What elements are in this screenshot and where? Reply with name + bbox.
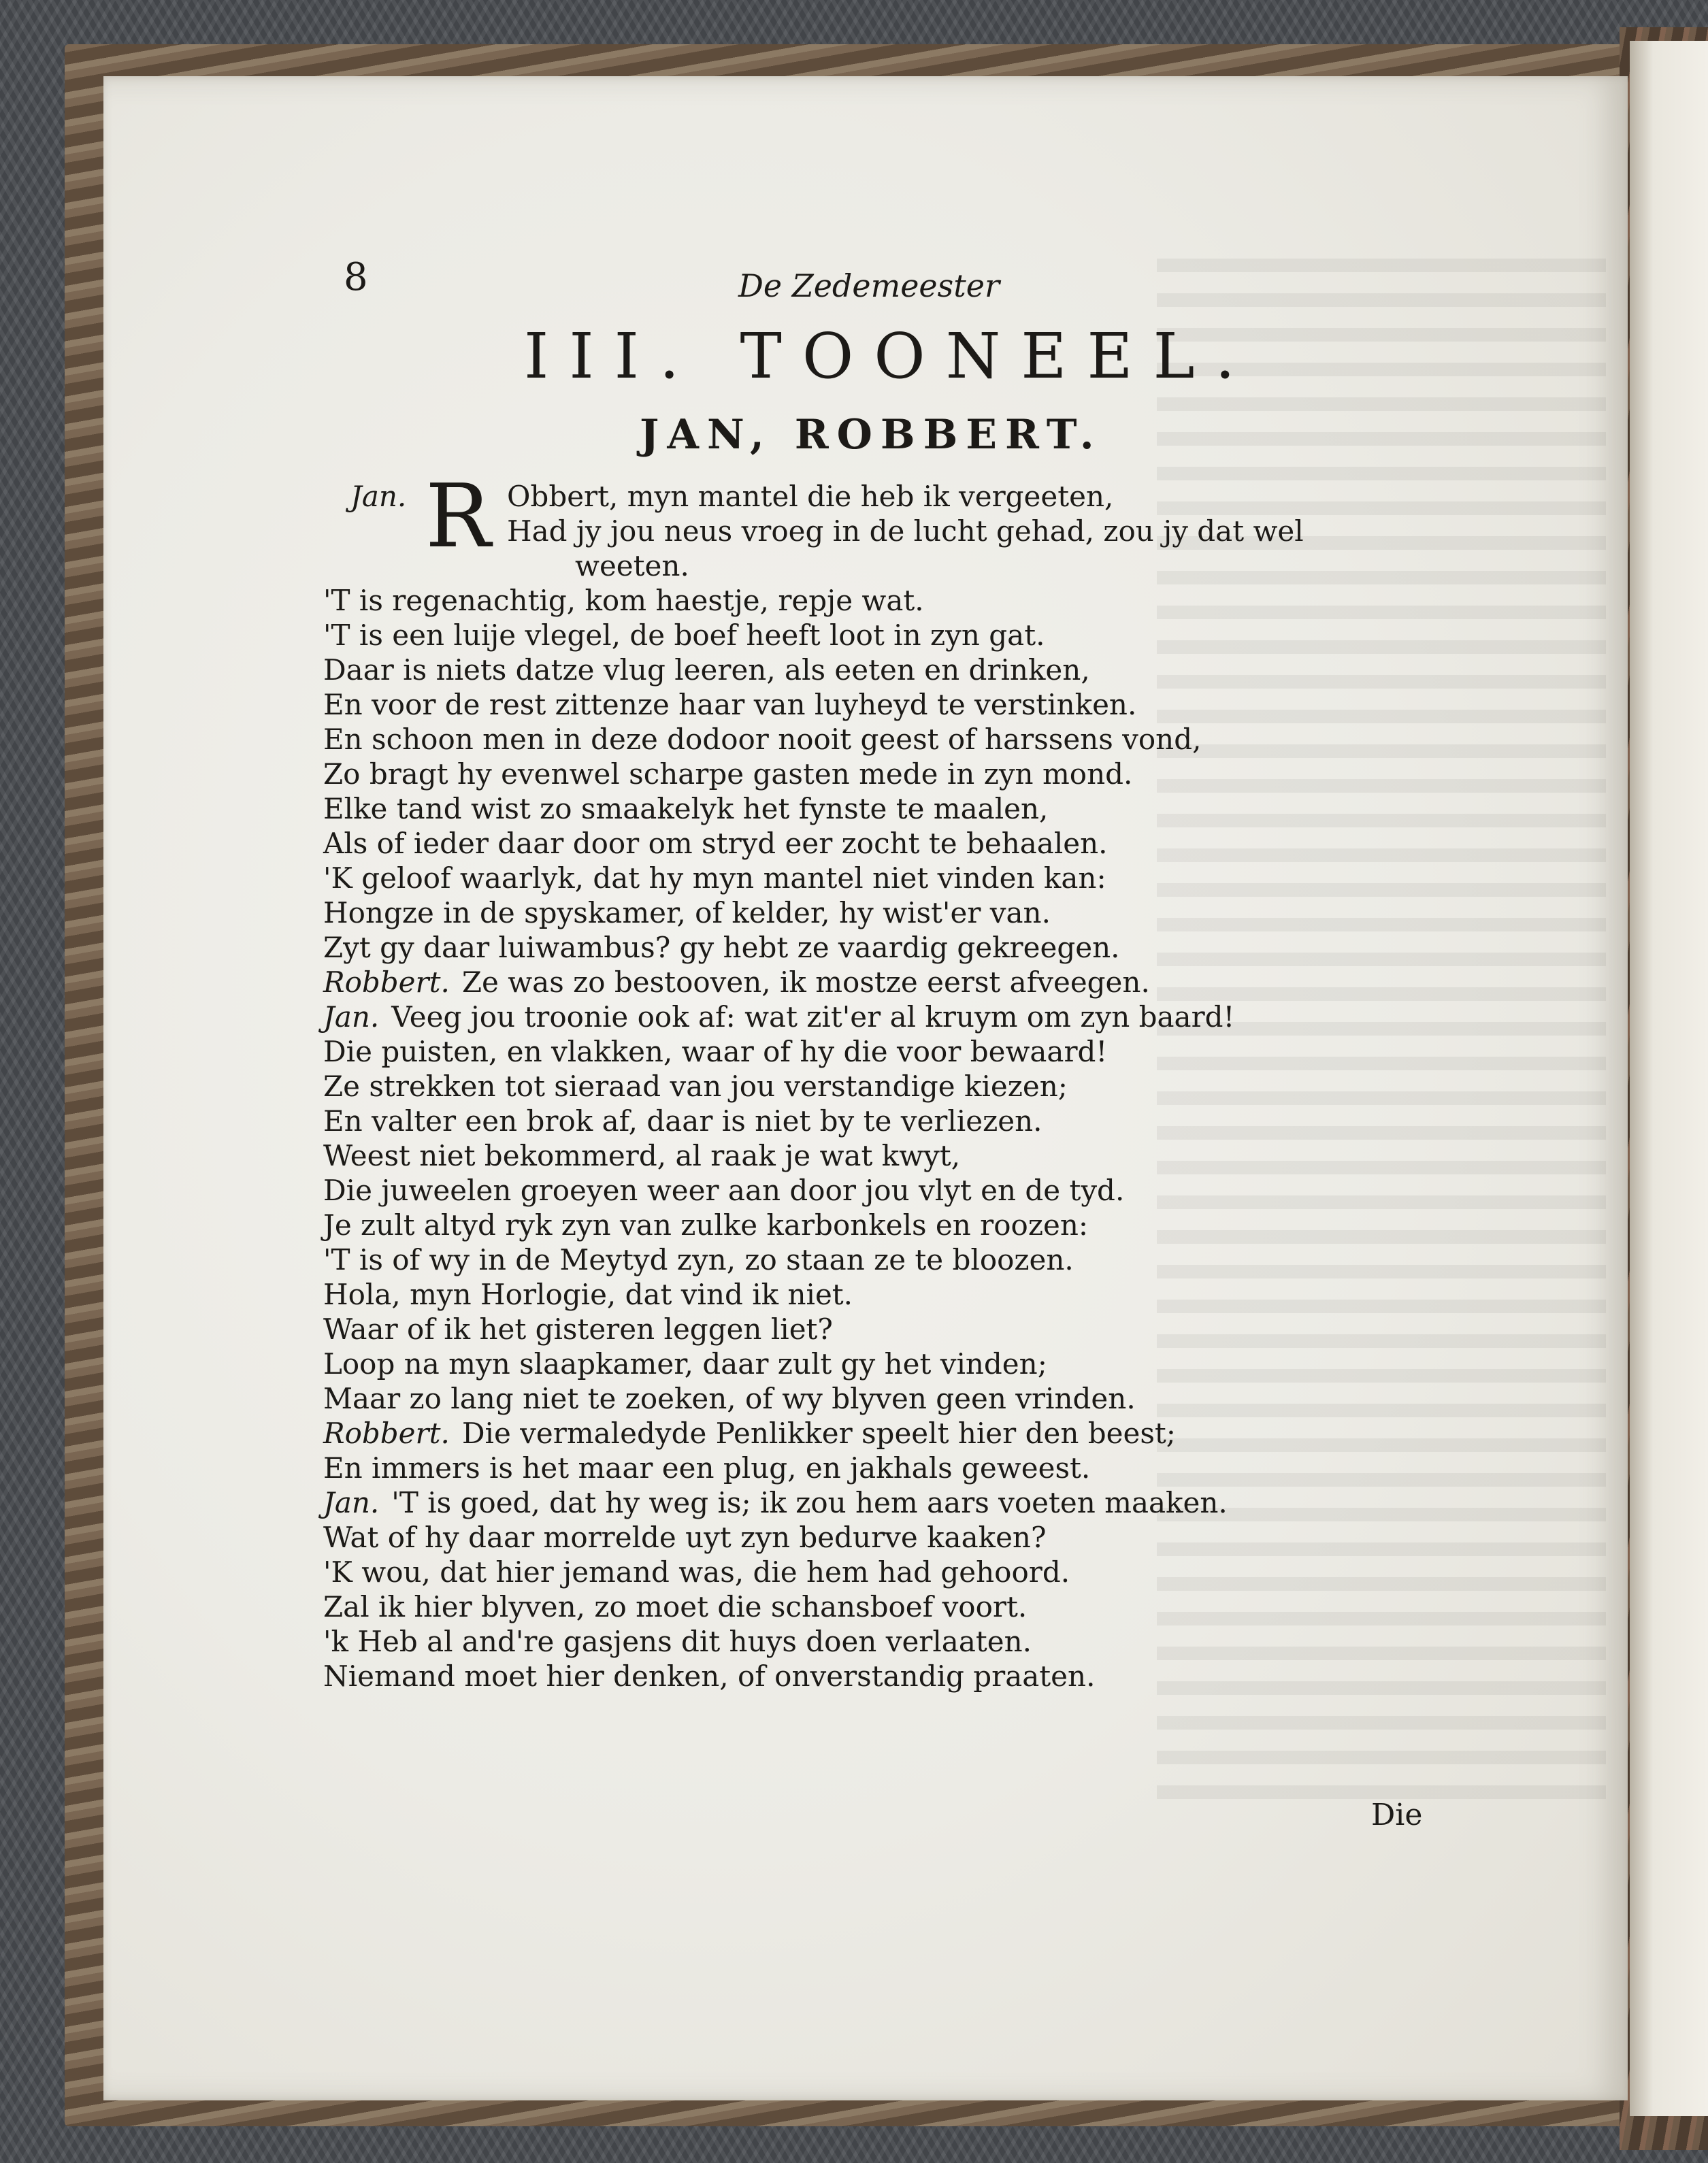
verse-text-segment: Die vermaledyde Penlikker speelt hier den beest; [461, 1417, 1176, 1450]
verse-text-segment: En schoon men in deze dodoor nooit geest of harssens vond, [323, 723, 1202, 756]
verse-line [323, 791, 1304, 826]
speaker-name: Robbert. [323, 1417, 450, 1450]
verse-text-segment: Je zult altyd ryk zyn van zulke karbonkels en roozen: [323, 1208, 1089, 1242]
verse-line-3 [323, 548, 1304, 583]
verse-text-segment: Die puisten, en vlakken, waar of hy die voor bewaard! [323, 1035, 1108, 1068]
verse-line [323, 1277, 1304, 1312]
verse-text-segment: Zyt gy daar luiwambus? gy hebt ze vaardig gekreegen. [323, 931, 1120, 964]
verse-line [323, 1416, 1304, 1451]
verse-line [323, 583, 1304, 618]
verse-text-segment: Had jy jou neus vroeg in de lucht gehad, zou jy dat wel [507, 514, 1304, 548]
verse-text-segment: Wat of hy daar morrelde uyt zyn bedurve kaaken? [323, 1521, 1047, 1554]
verse-text-segment: 'T is of wy in de Meytyd zyn, zo staan ze te bloozen. [323, 1243, 1074, 1276]
facing-page-edge [1630, 41, 1708, 2116]
verse-text-segment: En voor de rest zittenze haar van luyheyd te verstinken. [323, 688, 1137, 721]
verse-line [323, 1034, 1304, 1069]
verse-line [323, 861, 1304, 895]
running-head: De Zedemeester [738, 267, 1000, 304]
verse-text-segment: Veeg jou troonie ook af: wat zit'er al kruym om zyn baard! [391, 1000, 1235, 1034]
verse-text-segment: Daar is niets datze vlug leeren, als eeten en drinken, [323, 653, 1090, 687]
verse-text-segment: Als of ieder daar door om stryd eer zocht te behaalen. [323, 827, 1108, 860]
verse-line [323, 1347, 1304, 1381]
speaker-name: Robbert. [323, 965, 450, 999]
verse-text-segment: En immers is het maar een plug, en jakhals geweest. [323, 1451, 1091, 1485]
verse-text-segment: Ze strekken tot sieraad van jou verstandige kiezen; [323, 1070, 1068, 1103]
verse-line [323, 1589, 1304, 1624]
verse-line [323, 895, 1304, 930]
scene-title: III. TOONEEL. [524, 320, 1255, 393]
verse-text-segment: 'k Heb al and're gasjens dit huys doen verlaaten. [323, 1625, 1032, 1658]
verse-line [323, 930, 1304, 965]
verse-line [323, 757, 1304, 791]
verse-line [323, 1069, 1304, 1104]
verse-text-segment: Die juweelen groeyen weer aan door jou vlyt en de tyd. [323, 1174, 1125, 1207]
verse-text-segment: Niemand moet hier denken, of onverstandig praaten. [323, 1660, 1096, 1693]
verse-line [323, 1242, 1304, 1277]
verse-text-segment: Loop na myn slaapkamer, daar zult gy het vinden; [323, 1347, 1047, 1381]
verse-line [323, 826, 1304, 861]
page-number: 8 [344, 255, 368, 299]
verse-text-segment: Hongze in de spyskamer, of kelder, hy wist'er van. [323, 896, 1051, 929]
verse-text-segment: 'T is een luije vlegel, de boef heeft loot in zyn gat. [323, 618, 1045, 652]
verse-line [323, 722, 1304, 757]
verse-text-segment: 'K geloof waarlyk, dat hy myn mantel niet vinden kan: [323, 861, 1106, 895]
speaker-name: Jan. [323, 1000, 380, 1034]
verse-text-segment: Ze was zo bestooven, ik mostze eerst afveegen. [461, 965, 1150, 999]
verse-lines [323, 583, 1304, 1694]
verse-line [323, 1451, 1304, 1485]
verse-line [323, 618, 1304, 653]
verse-line [323, 1485, 1304, 1520]
catchword: Die [1371, 1798, 1423, 1832]
verse-line [323, 965, 1304, 1000]
verse-text-segment: Obbert, myn mantel die heb ik vergeeten, [507, 480, 1114, 513]
verse-line [323, 687, 1304, 722]
verse-line [323, 653, 1304, 687]
verse-line [323, 1659, 1304, 1694]
verse-text-segment: En valter een brok af, daar is niet by te verliezen. [323, 1104, 1042, 1138]
verse-text-segment: Hola, myn Horlogie, dat vind ik niet. [323, 1278, 853, 1311]
verse-line [323, 1312, 1304, 1347]
verse-text-segment: 'T is goed, dat hy weg is; ik zou hem aars voeten maaken. [391, 1486, 1228, 1519]
verse-text-segment: Weest niet bekommerd, al raak je wat kwyt, [323, 1139, 961, 1172]
verse-text-segment: Maar zo lang niet te zoeken, of wy blyven geen vrinden. [323, 1382, 1136, 1415]
verse-line [323, 1520, 1304, 1555]
verse-line [323, 1381, 1304, 1416]
verse-text-segment: 'T is regenachtig, kom haestje, repje wat. [323, 584, 924, 617]
drop-cap: R [425, 466, 491, 567]
verse-line [323, 1104, 1304, 1138]
personae-heading: JAN, ROBBERT. [640, 411, 1102, 459]
verse-line [323, 1555, 1304, 1589]
speaker-name: Jan. [323, 1486, 380, 1519]
verse-line [323, 1208, 1304, 1242]
verse-text-segment: weeten. [575, 549, 689, 582]
verse-line [323, 1173, 1304, 1208]
verse-line [323, 1138, 1304, 1173]
verse-text [323, 466, 1304, 1694]
verse-line [323, 1624, 1304, 1659]
verse-text-segment: Zo bragt hy evenwel scharpe gasten mede in zyn mond. [323, 757, 1133, 791]
verse-text-segment: 'K wou, dat hier jemand was, die hem had gehoord. [323, 1555, 1070, 1589]
speaker-name: Jan. [350, 480, 407, 513]
verse-text-segment: Zal ik hier blyven, zo moet die schansboef voort. [323, 1590, 1028, 1623]
verse-text-segment: Waar of ik het gisteren leggen liet? [323, 1312, 833, 1346]
verse-line [323, 1000, 1304, 1034]
verse-text-segment: Elke tand wist zo smaakelyk het fynste te maalen, [323, 792, 1049, 825]
verse-line-2 [323, 514, 1304, 548]
